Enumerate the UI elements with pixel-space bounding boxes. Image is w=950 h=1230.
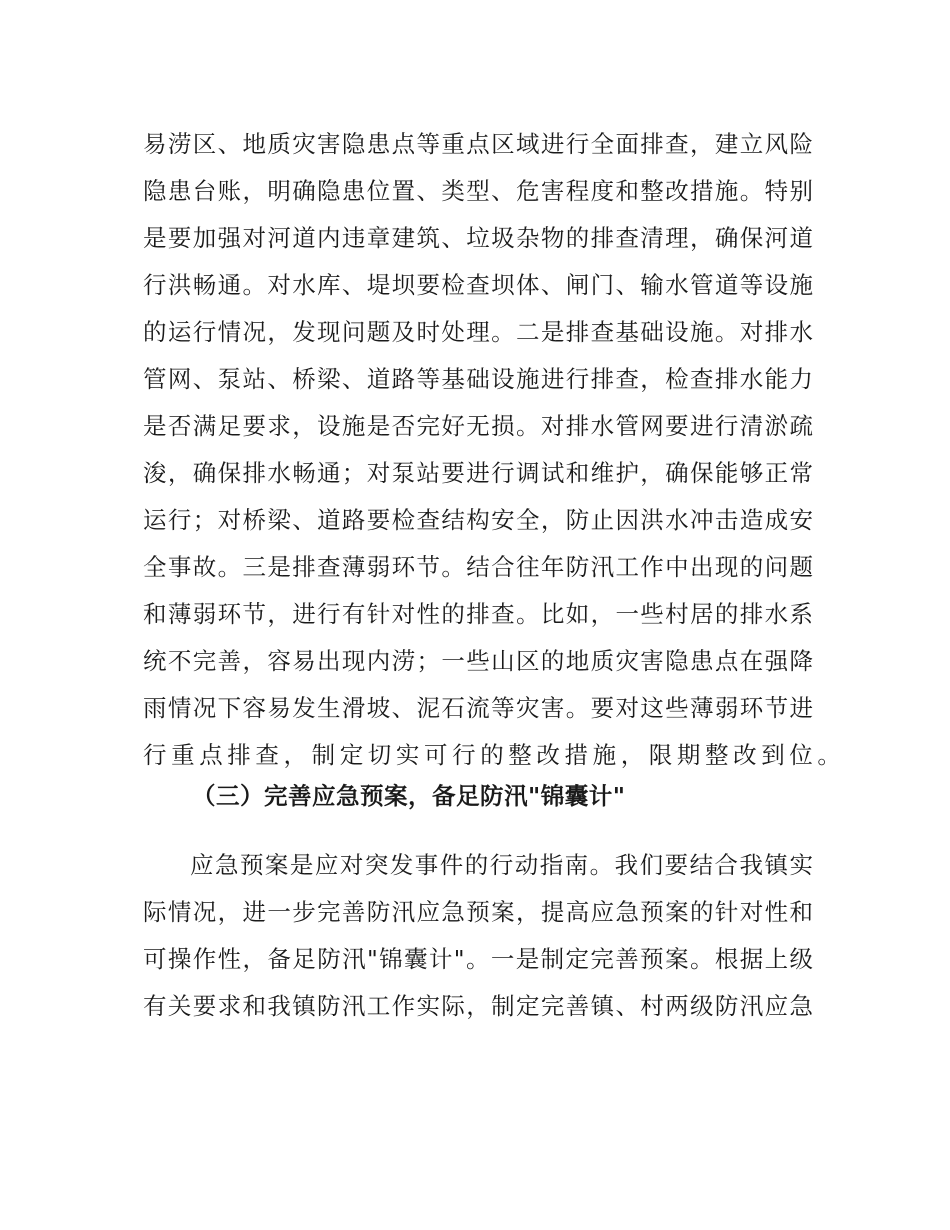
text-line: 行洪畅通。对水库、堤坝要检查坝体、闸门、输水管道等设施 (143, 271, 813, 299)
text-line: 雨情况下容易发生滑坡、泥石流等灾害。要对这些薄弱环节进 (143, 694, 813, 722)
text-line: 全事故。三是排查薄弱环节。结合往年防汛工作中出现的问题 (143, 553, 813, 581)
text-line: 管网、泵站、桥梁、道路等基础设施进行排查，检查排水能力 (143, 365, 813, 393)
text-line: 统不完善，容易出现内涝；一些山区的地质灾害隐患点在强降 (143, 647, 813, 675)
text-line: 是要加强对河道内违章建筑、垃圾杂物的排查清理，确保河道 (143, 224, 813, 252)
text-line: 可操作性，备足防汛"锦囊计"。一是制定完善预案。根据上级 (143, 945, 813, 973)
text-line: 浚，确保排水畅通；对泵站要进行调试和维护，确保能够正常 (143, 459, 813, 487)
text-line: 和薄弱环节，进行有针对性的排查。比如，一些村居的排水系 (143, 600, 813, 628)
text-line: 行重点排查，制定切实可行的整改措施，限期整改到位。 (143, 741, 846, 769)
text-line: 应急预案是应对突发事件的行动指南。我们要结合我镇实 (190, 851, 813, 879)
text-line: 是否满足要求，设施是否完好无损。对排水管网要进行清淤疏 (143, 412, 813, 440)
text-line: 运行；对桥梁、道路要检查结构安全，防止因洪水冲击造成安 (143, 506, 813, 534)
text-line: 有关要求和我镇防汛工作实际，制定完善镇、村两级防汛应急 (143, 992, 813, 1020)
text-line: 易涝区、地质灾害隐患点等重点区域进行全面排查，建立风险 (143, 130, 813, 158)
text-line: 隐患台账，明确隐患位置、类型、危害程度和整改措施。特别 (143, 177, 813, 205)
section-heading: （三）完善应急预案，备足防汛"锦囊计" (192, 782, 626, 810)
text-line: 际情况，进一步完善防汛应急预案，提高应急预案的针对性和 (143, 898, 813, 926)
text-line: 的运行情况，发现问题及时处理。二是排查基础设施。对排水 (143, 318, 813, 346)
